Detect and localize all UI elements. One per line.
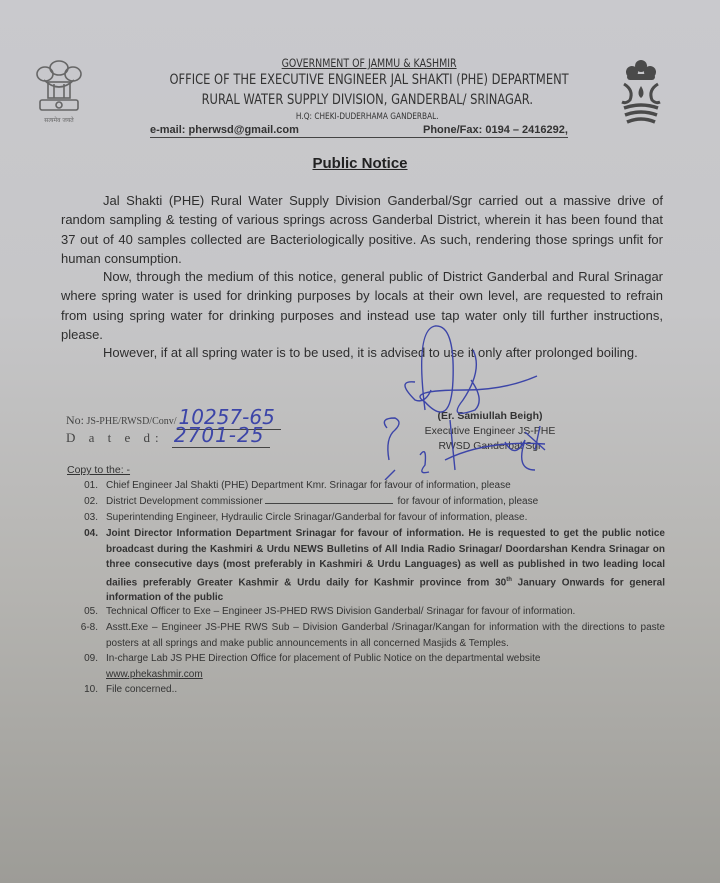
header-email: e-mail: pherwsd@gmail.com: [150, 124, 299, 136]
copy-item-sup: th: [506, 576, 512, 583]
header-division: RURAL WATER SUPPLY DIVISION, GANDERBAL/ SRINAGAR.: [201, 92, 533, 108]
copy-item-number: 03.: [84, 512, 98, 523]
copy-item-number: 05.: [84, 606, 98, 617]
header-hq: H.Q: CHEKI-DUDERHAMA GANDERBAL.: [295, 112, 439, 122]
copy-item-text: [106, 494, 665, 510]
copy-item: [60, 620, 665, 651]
copy-item-text-main: Joint Director Information Department Srinagar for favour of information. He is requested to get the public notice broadcast during the Kashmiri & Urdu NEWS Bulletins of All India Radio Srinagar/ Doordarshan Kendra Srinagar on three consecutive days (most preferably in Kashmiri & Urdu Languages) as well as published in two leading local dailies preferably Greater Kashmir & Urdu daily for Kashmir province from: [106, 528, 665, 588]
copy-item: [60, 510, 665, 526]
signatory-designation: Executive Engineer JS-PHE: [424, 425, 556, 437]
notice-paragraph-2: Now, through the medium of this notice, general public of District Ganderbal and Rural Srinagar where spring water is used for drinking purposes by locals at their own level, are requested to refrain from using spring water for drinking purposes and instead use tap water only till further instructions, please.: [61, 269, 663, 343]
copy-item-number: 04.: [84, 528, 98, 539]
copy-item: [60, 478, 665, 494]
copy-item-text: Asstt.Exe – Engineer JS-PHE RWS Sub – Division Ganderbal /Srinagar/Kangan for information with the directions to paste posters at all springs and make public announcements in all concerned Masjids & Temples.: [106, 622, 665, 649]
copy-item-number: 02.: [84, 496, 98, 507]
copy-item: [60, 526, 665, 606]
reference-date: [66, 423, 270, 448]
reference-number-prefix: JS-PHE/RWSD/Conv/: [86, 416, 177, 427]
notice-paragraph-3: However, if at all spring water is to be used, it is advised to use it only after prolonged boiling.: [103, 345, 638, 360]
copy-item-text: Chief Engineer Jal Shakti (PHE) Department Kmr. Srinagar for favour of information, please: [106, 480, 511, 491]
header-phone: Phone/Fax: 0194 – 2416292,: [423, 124, 568, 136]
header-divider: [150, 137, 568, 138]
page-title: Public Notice: [312, 155, 408, 172]
copy-item-day: 30: [495, 576, 507, 588]
copy-item-number: 01.: [84, 480, 98, 491]
copy-item: [60, 494, 665, 510]
notice-paragraph-1: Jal Shakti (PHE) Rural Water Supply Division Ganderbal/Sgr carried out a massive drive of random sampling & testing of various springs across Ganderbal District, wherein it has been found that 37 out of 40 samples collected are Bacteriologically positive. As such, rendering those springs unfit for human consumption.: [61, 193, 663, 267]
copy-item-text: [106, 651, 665, 682]
header-government: GOVERNMENT OF JAMMU & KASHMIR: [281, 56, 457, 70]
reference-number-value: 10257-65: [177, 405, 281, 430]
reference-date-value: 2701-25: [172, 423, 271, 448]
copy-item-number: 6-8.: [80, 622, 98, 633]
copy-item: [60, 604, 665, 620]
signatory-name: (Er. Samiullah Beigh): [437, 410, 543, 422]
copy-item-text-after: for favour of information, please: [397, 496, 539, 507]
blank-line: [265, 503, 393, 504]
reference-number-label: No:: [66, 413, 84, 427]
handwritten-signature-icon: [355, 320, 595, 480]
copy-item-number: 09.: [84, 653, 98, 664]
copy-item-number: 10.: [84, 684, 98, 695]
copy-item-text: [106, 526, 665, 606]
copy-item-text: File concerned..: [106, 684, 178, 695]
copy-to-title: Copy to the: -: [67, 464, 131, 476]
copy-item: [60, 651, 665, 682]
copy-item-text-end: January Onwards for general information of the public: [106, 576, 665, 604]
website-link[interactable]: www.phekashmir.com: [106, 668, 203, 680]
copy-item-text-main: In-charge Lab JS PHE Direction Office for placement of Public Notice on the departmental website: [106, 653, 541, 664]
copy-item: [60, 682, 665, 698]
copy-item-text-before: District Development commissioner: [106, 496, 263, 507]
reference-date-label: D a t e d:: [66, 430, 164, 445]
copy-item-text: Superintending Engineer, Hydraulic Circle Srinagar/Ganderbal for favour of information, please.: [106, 512, 528, 523]
signatory-office: RWSD Ganderbal/Sgr: [438, 440, 542, 452]
svg-text:सत्यमेव जयते: सत्यमेव जयते: [44, 117, 74, 124]
header-office: OFFICE OF THE EXECUTIVE ENGINEER JAL SHAKTI (PHE) DEPARTMENT: [169, 72, 569, 88]
copy-item-text: Technical Officer to Exe – Engineer JS-PHED RWS Division Ganderbal/ Srinagar for favour of information.: [106, 606, 576, 617]
